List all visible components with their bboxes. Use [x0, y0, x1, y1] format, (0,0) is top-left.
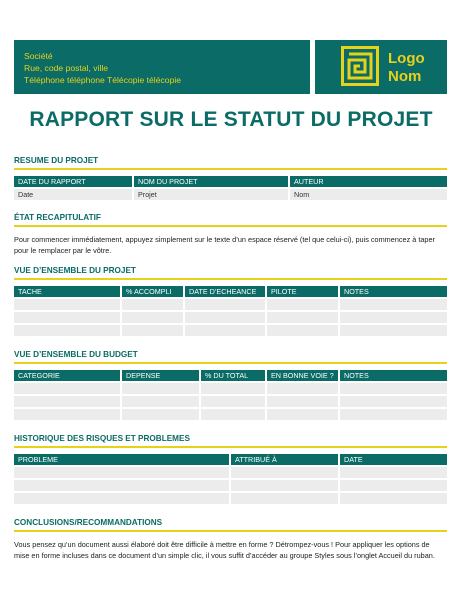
table-cell[interactable]: [121, 408, 200, 420]
table-row: [14, 466, 447, 479]
table-cell[interactable]: [339, 408, 447, 420]
table-cell[interactable]: [121, 311, 184, 324]
company-header: [14, 40, 310, 94]
table-cell[interactable]: [184, 298, 266, 311]
budget-table: [14, 370, 447, 420]
table-cell[interactable]: [14, 408, 121, 420]
column-header: DATE: [339, 454, 447, 466]
table-cell[interactable]: [266, 395, 339, 408]
company-address: Rue, code postal, ville: [24, 63, 109, 73]
table-header-row: [14, 176, 447, 188]
conclusions-text[interactable]: Vous pensez qu’un document aussi élaboré doit être difficile à mettre en forme ? Détrompez-vous ! Pour appliquer les options de mise en forme incluses dans ce document d’un simple clic, il vous suffit d’accéder au groupe Styles sous l’onglet Accueil du ruban.: [14, 540, 435, 560]
table-cell[interactable]: [339, 466, 447, 479]
table-cell[interactable]: [184, 324, 266, 336]
report-date-cell[interactable]: Date: [14, 188, 133, 200]
table-cell[interactable]: [230, 492, 339, 504]
table-cell[interactable]: [200, 408, 266, 420]
overview-rule: [14, 278, 447, 280]
status-text[interactable]: Pour commencer immédiatement, appuyez simplement sur le texte d’un espace réservé (tel que celui-ci), puis commencez à taper pour le remplacer par le vôtre.: [14, 235, 435, 255]
column-header: % DU TOTAL: [200, 370, 266, 382]
maze-logo-icon: [341, 46, 379, 86]
company-contact: Téléphone téléphone Télécopie télécopie: [24, 75, 182, 85]
column-header: DATE DU RAPPORT: [14, 176, 133, 188]
table-cell[interactable]: [14, 479, 230, 492]
table-row: [14, 395, 447, 408]
table-cell[interactable]: [266, 311, 339, 324]
table-row: [14, 408, 447, 420]
logo-text-line2: Nom: [388, 68, 422, 85]
author-cell[interactable]: Nom: [289, 188, 447, 200]
budget-heading: VUE D’ENSEMBLE DU BUDGET: [14, 350, 138, 359]
column-header: % ACCOMPLI: [121, 286, 184, 298]
column-header: NOTES: [339, 370, 447, 382]
column-header: ATTRIBUÉ À: [230, 454, 339, 466]
table-cell[interactable]: [121, 324, 184, 336]
table-cell[interactable]: [121, 382, 200, 395]
summary-rule: [14, 168, 447, 170]
table-cell[interactable]: [339, 395, 447, 408]
table-cell[interactable]: [14, 311, 121, 324]
logo-box: [315, 40, 447, 94]
table-row: [14, 382, 447, 395]
table-cell[interactable]: [339, 382, 447, 395]
logo-text-line1: Logo: [388, 50, 425, 67]
column-header: DATE D’ECHEANCE: [184, 286, 266, 298]
table-cell[interactable]: [339, 479, 447, 492]
column-header: TACHE: [14, 286, 121, 298]
column-header: NOM DU PROJET: [133, 176, 289, 188]
summary-heading: RESUME DU PROJET: [14, 156, 99, 165]
table-cell[interactable]: [121, 395, 200, 408]
column-header: PROBLEME: [14, 454, 230, 466]
column-header: DEPENSE: [121, 370, 200, 382]
table-cell[interactable]: [230, 466, 339, 479]
table-cell[interactable]: [200, 395, 266, 408]
status-rule: [14, 225, 447, 227]
risks-table: [14, 454, 447, 504]
column-header: EN BONNE VOIE ?: [266, 370, 339, 382]
table-row: [14, 298, 447, 311]
column-header: AUTEUR: [289, 176, 447, 188]
table-row: [14, 188, 447, 200]
table-row: [14, 311, 447, 324]
table-header-row: [14, 370, 447, 382]
table-cell[interactable]: [230, 479, 339, 492]
overview-table: [14, 286, 447, 336]
risks-rule: [14, 446, 447, 448]
table-cell[interactable]: [200, 382, 266, 395]
conclusions-rule: [14, 530, 447, 532]
table-cell[interactable]: [339, 492, 447, 504]
table-cell[interactable]: [14, 382, 121, 395]
table-cell[interactable]: [14, 324, 121, 336]
table-cell[interactable]: [14, 466, 230, 479]
table-cell[interactable]: [14, 492, 230, 504]
column-header: CATEGORIE: [14, 370, 121, 382]
table-cell[interactable]: [184, 311, 266, 324]
project-name-cell[interactable]: Projet: [133, 188, 289, 200]
budget-rule: [14, 362, 447, 364]
company-name: Société: [24, 51, 53, 61]
table-row: [14, 492, 447, 504]
table-cell[interactable]: [266, 298, 339, 311]
table-header-row: [14, 286, 447, 298]
column-header: PILOTE: [266, 286, 339, 298]
status-heading: ÉTAT RECAPITULATIF: [14, 213, 101, 222]
table-row: [14, 324, 447, 336]
column-header: NOTES: [339, 286, 447, 298]
table-cell[interactable]: [14, 395, 121, 408]
table-row: [14, 479, 447, 492]
table-cell[interactable]: [339, 311, 447, 324]
table-cell[interactable]: [121, 298, 184, 311]
table-cell[interactable]: [266, 382, 339, 395]
overview-heading: VUE D’ENSEMBLE DU PROJET: [14, 266, 136, 275]
summary-table: [14, 176, 447, 200]
conclusions-heading: CONCLUSIONS/RECOMMANDATIONS: [14, 518, 163, 527]
table-cell[interactable]: [339, 324, 447, 336]
risks-heading: HISTORIQUE DES RISQUES ET PROBLEMES: [14, 434, 190, 443]
table-cell[interactable]: [339, 298, 447, 311]
table-cell[interactable]: [14, 298, 121, 311]
page-title: RAPPORT SUR LE STATUT DU PROJET: [29, 108, 433, 131]
table-header-row: [14, 454, 447, 466]
table-cell[interactable]: [266, 408, 339, 420]
table-cell[interactable]: [266, 324, 339, 336]
